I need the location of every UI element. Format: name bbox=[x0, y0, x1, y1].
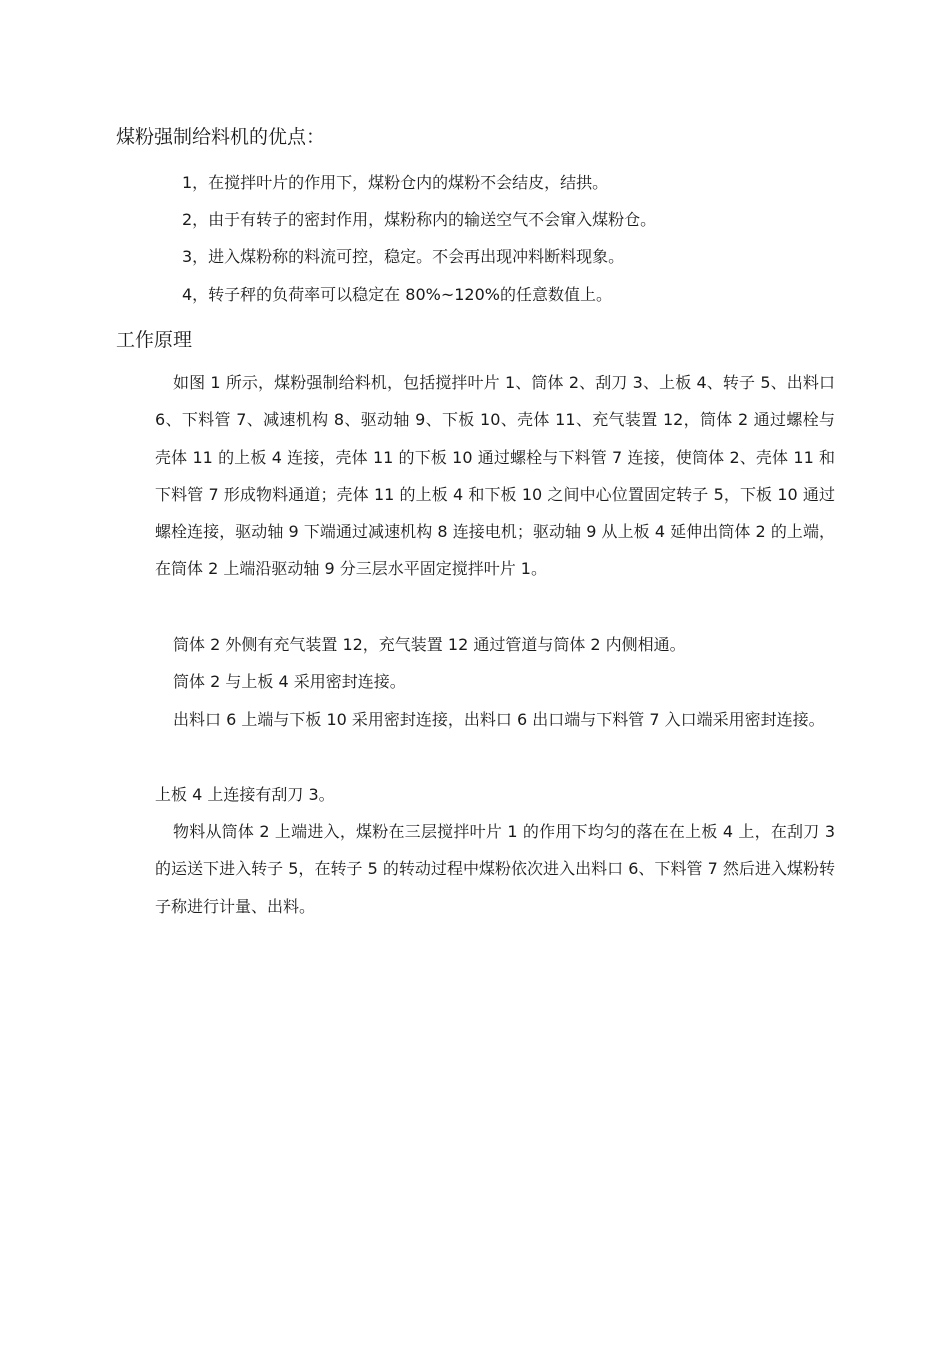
principle-paragraph-2: 筒体 2 外侧有充气装置 12，充气装置 12 通过管道与筒体 2 内侧相通。 bbox=[173, 635, 686, 654]
principle-paragraph-1: 如图 1 所示，煤粉强制给料机，包括搅拌叶片 1、筒体 2、刮刀 3、上板 4、转子 5、出料口 6、下料管 7、减速机构 8、驱动轴 9、下板 10、壳体 11、充气装置 12，筒体 2 通过螺栓与壳体 11 的上板 4 连接，壳体 11 的下板 10 通过螺栓与下料管 7 连接，使筒体 2、壳体 11 和下料管 7 形成物料通道；壳体 11 的上板 4 和下板 10 之间中心位置固定转子 5，下板 10 通过螺栓连接，驱动轴 9 下端通过减速机构 8 连接电机；驱动轴 9 从上板 4 延伸出筒体 2 的上端，在筒体 2 上端沿驱动轴 9 分三层水平固定搅拌叶片 1。 bbox=[155, 373, 835, 579]
advantage-item-1: 1，在搅拌叶片的作用下，煤粉仓内的煤粉不会结皮，结拱。 bbox=[182, 173, 609, 192]
advantage-item-3: 3，进入煤粉称的料流可控，稳定。不会再出现冲料断料现象。 bbox=[182, 247, 625, 266]
principle-paragraph-5: 上板 4 上连接有刮刀 3。 bbox=[155, 785, 335, 804]
advantages-heading: 煤粉强制给料机的优点： bbox=[116, 126, 326, 148]
principle-paragraph-3: 筒体 2 与上板 4 采用密封连接。 bbox=[173, 672, 406, 691]
principle-paragraph-6: 物料从筒体 2 上端进入，煤粉在三层搅拌叶片 1 的作用下均匀的落在在上板 4 上，在刮刀 3 的运送下进入转子 5，在转子 5 的转动过程中煤粉依次进入出料口 6、下料管 7 然后进入煤粉转子称进行计量、出料。 bbox=[155, 822, 835, 916]
principle-paragraph-4: 出料口 6 上端与下板 10 采用密封连接，出料口 6 出口端与下料管 7 入口端采用密封连接。 bbox=[173, 710, 825, 729]
advantage-item-4: 4，转子秤的负荷率可以稳定在 80%~120%的任意数值上。 bbox=[182, 285, 612, 304]
advantage-item-2: 2，由于有转子的密封作用，煤粉称内的输送空气不会窜入煤粉仓。 bbox=[182, 210, 657, 229]
principle-heading: 工作原理 bbox=[116, 329, 193, 351]
